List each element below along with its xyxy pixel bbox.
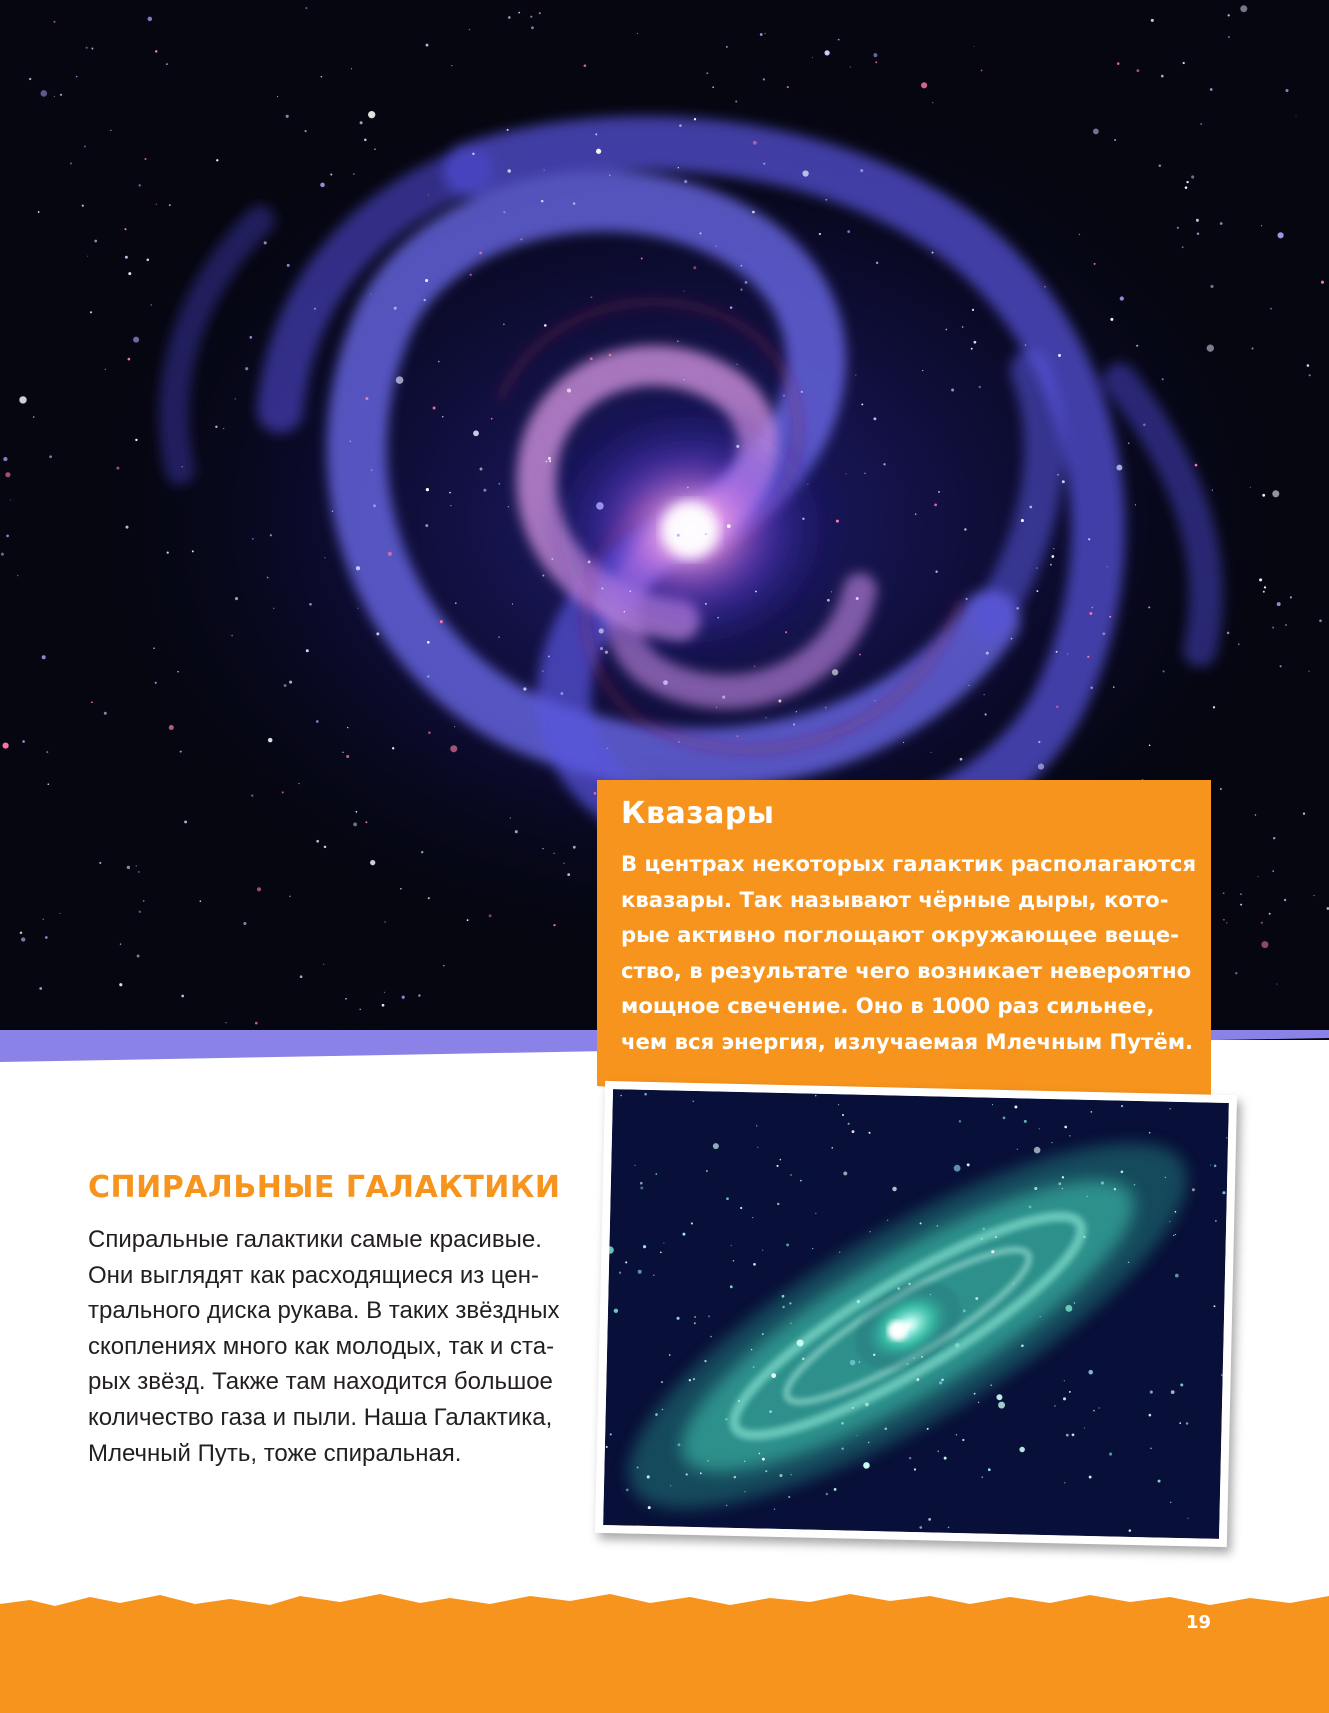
text-line: В центрах некоторых галактик располагаются (621, 851, 1197, 876)
text-line: Млечный Путь, тоже спиральная. (88, 1439, 462, 1467)
text-line: мощное свечение. Оно в 1000 раз сильнее, (621, 993, 1155, 1018)
text-line: чем вся энергия, излучаемая Млечным Путём. (621, 1028, 1194, 1054)
quasar-callout (597, 780, 1211, 1132)
torn-edge-band (0, 1570, 1329, 1713)
text-line: скоплениях много как молодых, так и ста- (88, 1332, 555, 1360)
page-footer (0, 1570, 1329, 1713)
text-line: квазары. Так называют чёрные дыры, кото- (621, 886, 1169, 912)
text-line: количество газа и пыли. Наша Галактика, (88, 1403, 553, 1431)
quasar-galaxy-icon (603, 1089, 1229, 1539)
section-body (88, 1222, 588, 1471)
quasar-galaxy-photo (595, 1081, 1237, 1547)
quasar-text (621, 846, 1197, 1059)
text-line: трального диска рукава. В таких звёздных (88, 1297, 560, 1325)
text-line: Спиральные галактики самые красивые. (88, 1226, 542, 1253)
text-line: рые активно поглощают окружающее веще- (621, 922, 1179, 947)
page-number: 19 (1185, 1612, 1211, 1633)
section-title: СПИРАЛЬНЫЕ ГАЛАКТИКИ (88, 1170, 561, 1205)
text-line: ство, в результате чего возникает невероятно (621, 957, 1192, 983)
text-line: Они выглядят как расходящиеся из цен- (88, 1261, 539, 1289)
text-line: рых звёзд. Также там находится большое (88, 1368, 553, 1396)
quasar-title: Квазары (621, 796, 775, 831)
